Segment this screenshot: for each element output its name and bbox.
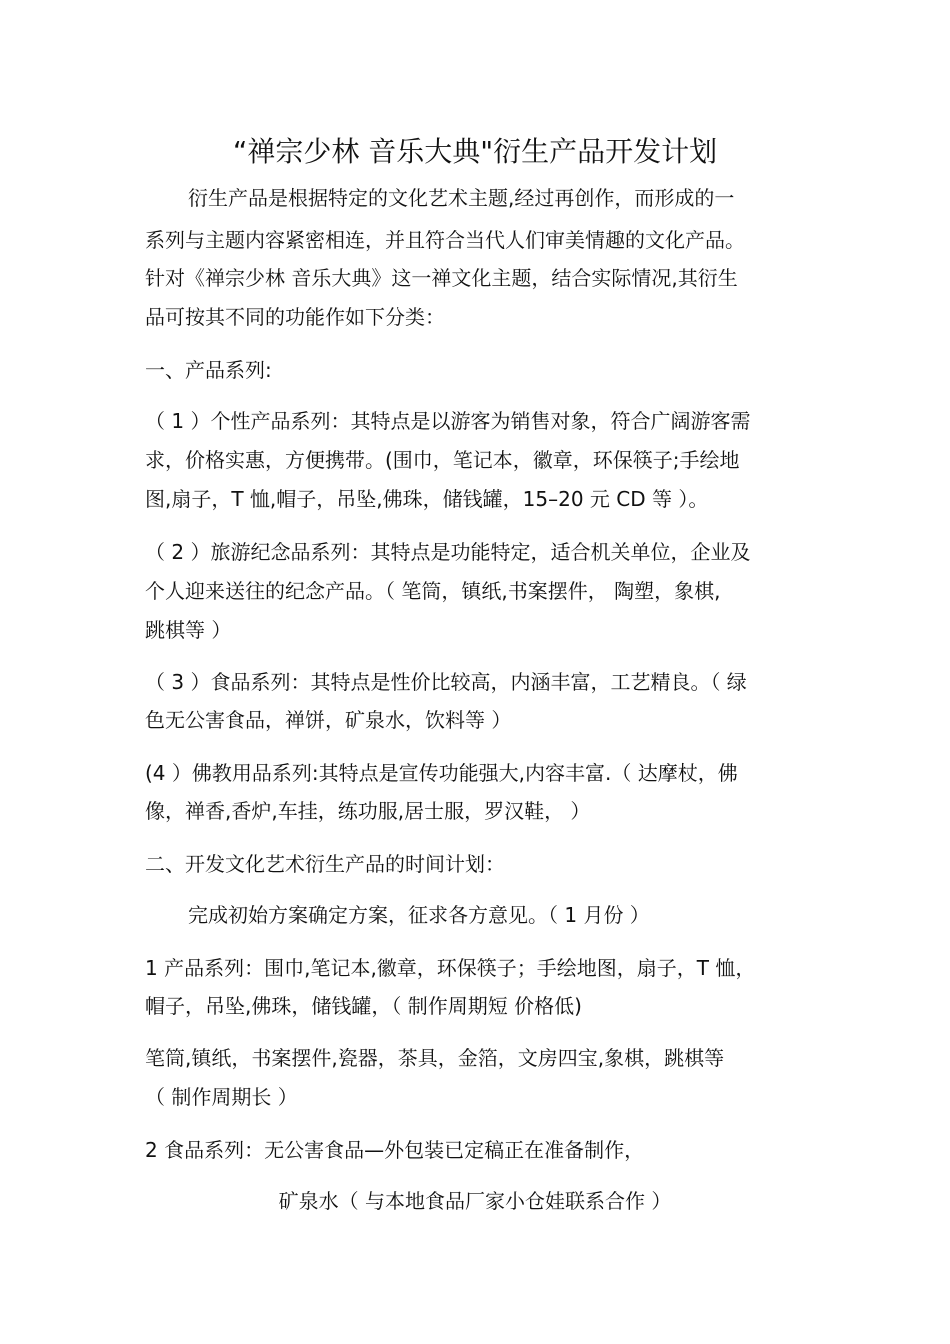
page-title: “禅宗少林 音乐大典"衍生产品开发计划 bbox=[232, 135, 718, 168]
intro-line: 衍生产品是根据特定的文化艺术主题,经过再创作，而形成的一 bbox=[188, 186, 735, 210]
product-series-line: （ 制作周期长 ） bbox=[145, 1085, 298, 1109]
item-personal-products: （ 1 ）个性产品系列：其特点是以游客为销售对象，符合广阔游客需 bbox=[145, 409, 751, 433]
product-series-line: 帽子，吊坠,佛珠，储钱罐，（ 制作周期短 价格低) bbox=[145, 994, 582, 1018]
item-food: 色无公害食品，禅饼，矿泉水，饮料等 ） bbox=[145, 708, 512, 732]
item-buddhist-goods: (4 ）佛教用品系列:其特点是宣传功能强大,内容丰富.（ 达摩杖，佛 bbox=[145, 761, 738, 785]
water-line: 矿泉水（ 与本地食品厂家小仓娃联系合作 ） bbox=[278, 1189, 672, 1213]
product-series-line: 1 产品系列：围巾,笔记本,徽章，环保筷子；手绘地图，扇子，T 恤， bbox=[145, 956, 756, 980]
intro-line: 品可按其不同的功能作如下分类： bbox=[145, 305, 445, 329]
item-buddhist-goods: 像，禅香,香炉,车挂，练功服,居士服，罗汉鞋， ） bbox=[145, 799, 591, 823]
item-personal-products: 图,扇子，T 恤,帽子，吊坠,佛珠，储钱罐，15–20 元 CD 等 ）。 bbox=[145, 487, 709, 511]
product-series-line: 笔筒,镇纸，书案摆件,瓷器，茶具，金箔，文房四宝,象棋，跳棋等 bbox=[145, 1046, 725, 1070]
item-souvenirs: 个人迎来送往的纪念产品。（ 笔筒，镇纸,书案摆件， 陶塑，象棋, bbox=[145, 579, 721, 603]
plan-line: 完成初始方案确定方案，征求各方意见。（ 1 月份 ） bbox=[188, 903, 650, 927]
item-food: （ 3 ）食品系列：其特点是性价比较高，内涵丰富，工艺精良。（ 绿 bbox=[145, 670, 747, 694]
section-heading-timeline: 二、开发文化艺术衍生产品的时间计划： bbox=[145, 852, 505, 876]
item-souvenirs: 跳棋等 ） bbox=[145, 618, 232, 642]
item-souvenirs: （ 2 ）旅游纪念品系列：其特点是功能特定，适合机关单位，企业及 bbox=[145, 540, 751, 564]
food-series-line: 2 食品系列：无公害食品—外包装已定稿正在准备制作， bbox=[145, 1138, 645, 1162]
intro-line: 系列与主题内容紧密相连，并且符合当代人们审美情趣的文化产品。 bbox=[145, 228, 745, 252]
section-heading-products: 一、产品系列: bbox=[145, 358, 272, 382]
item-personal-products: 求，价格实惠，方便携带。(围巾，笔记本，徽章，环保筷子;手绘地 bbox=[145, 448, 740, 472]
intro-line: 针对《禅宗少林 音乐大典》这一禅文化主题，结合实际情况,其衍生 bbox=[145, 266, 738, 290]
